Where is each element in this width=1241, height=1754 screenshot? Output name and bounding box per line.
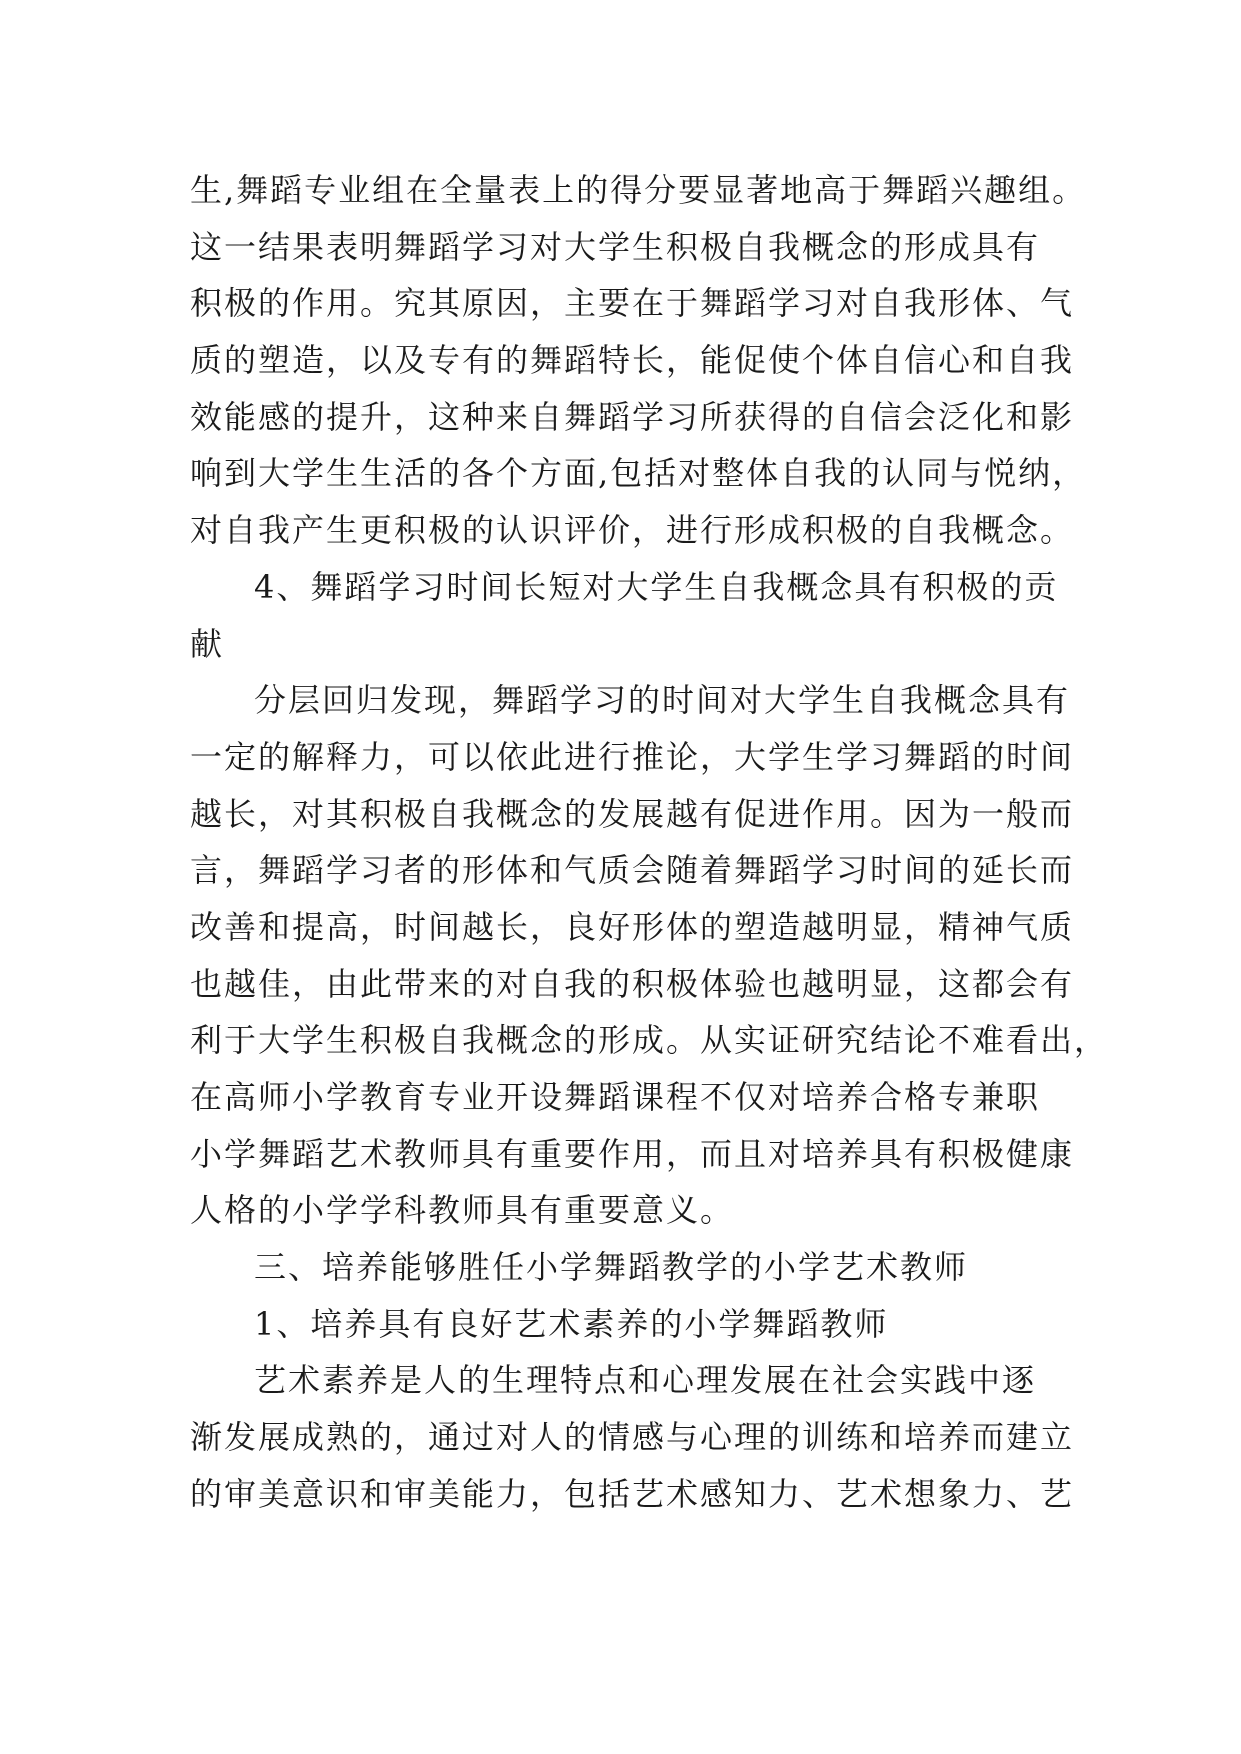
text-line: 艺术素养是人的生理特点和心理发展在社会实践中逐 (254, 1361, 1037, 1400)
text-line: 分层回归发现，舞蹈学习的时间对大学生自我概念具有 (254, 681, 1071, 720)
text-line: 这一结果表明舞蹈学习对大学生积极自我概念的形成具有 (190, 227, 1041, 266)
text-line: 效能感的提升，这种来自舞蹈学习所获得的自信会泛化和影 (190, 397, 1075, 436)
text-line: 渐发展成熟的，通过对人的情感与心理的训练和培养而建立 (190, 1418, 1075, 1457)
section-heading: 三、培养能够胜任小学舞蹈教学的小学艺术教师 (254, 1248, 969, 1287)
subsection-heading: 1、培养具有良好艺术素养的小学舞蹈教师 (254, 1304, 889, 1343)
text-line: 人格的小学学科教师具有重要意义。 (190, 1191, 735, 1230)
section-heading-continued: 献 (190, 624, 225, 663)
text-line: 的审美意识和审美能力，包括艺术感知力、艺术想象力、艺 (190, 1474, 1075, 1513)
text-line: 越长，对其积极自我概念的发展越有促进作用。因为一般而 (190, 794, 1075, 833)
text-line: 言，舞蹈学习者的形体和气质会随着舞蹈学习时间的延长而 (190, 851, 1075, 890)
text-line: 小学舞蹈艺术教师具有重要作用，而且对培养具有积极健康 (190, 1134, 1075, 1173)
text-line: 利于大学生积极自我概念的形成。从实证研究结论不难看出， (190, 1021, 1109, 1060)
text-line: 在高师小学教育专业开设舞蹈课程不仅对培养合格专兼职 (190, 1078, 1041, 1116)
text-line: 积极的作用。究其原因，主要在于舞蹈学习对自我形体、气 (190, 284, 1075, 323)
body-text (190, 162, 1109, 1523)
text-line: 质的塑造，以及专有的舞蹈特长，能促使个体自信心和自我 (190, 341, 1075, 380)
text-line: 生,舞蹈专业组在全量表上的得分要显著地高于舞蹈兴趣组。 (190, 171, 1087, 209)
text-line: 一定的解释力，可以依此进行推论，大学生学习舞蹈的时间 (190, 737, 1075, 776)
text-line: 也越佳，由此带来的对自我的积极体验也越明显，这都会有 (190, 964, 1075, 1003)
text-line: 响到大学生生活的各个方面,包括对整体自我的认同与悦纳， (190, 454, 1087, 493)
text-line: 对自我产生更积极的认识评价，进行形成积极的自我概念。 (190, 511, 1075, 550)
section-heading: 4、舞蹈学习时间长短对大学生自我概念具有积极的贡 (254, 567, 1059, 606)
text-line: 改善和提高，时间越长，良好形体的塑造越明显，精神气质 (190, 907, 1075, 946)
